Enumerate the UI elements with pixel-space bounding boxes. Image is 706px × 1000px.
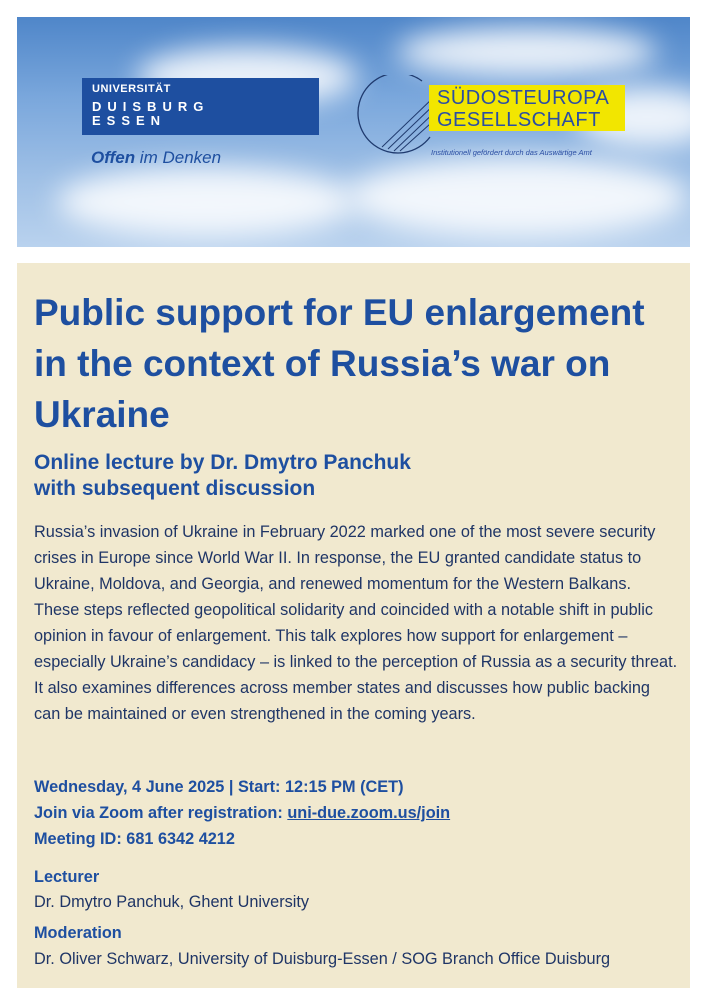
sog-logo (429, 85, 625, 131)
content-panel (17, 263, 690, 988)
sog-logo-line2: GESELLSCHAFT (437, 109, 601, 131)
page-title: Public support for EU enlargement in the context of Russia’s war on Ukraine (34, 292, 645, 435)
abstract-text: Russia’s invasion of Ukraine in February 2022 marked one of the most severe security crises in Europe since World War II. In response, the EU granted candidate status to Ukraine, Moldova, and Georgia, and renewed momentum for the Western Balkans. These steps reflected geopolitical solidarity and coincided with a notable shift in public opinion in favour of enlargement. This talk explores how support for enlargement – especially Ukraine’s candidacy – is linked to the perception of Russia as a security threat. It also examines differences across member states and discusses how public backing can be maintained or even strengthened in the coming years. (34, 523, 678, 723)
ude-logo (82, 78, 319, 135)
ude-tagline-bold: Offen (91, 148, 136, 167)
sog-funding-note: Institutionell gefördert durch das Auswärtige Amt (431, 148, 592, 157)
ude-logo-line2: DUISBURG (92, 99, 210, 114)
moderation-label: Moderation (34, 924, 122, 942)
subtitle-line2: with subsequent discussion (34, 477, 316, 500)
page-subtitle (34, 450, 674, 502)
cloud-decoration (397, 27, 657, 77)
ude-tagline (91, 148, 221, 168)
event-date: Wednesday, 4 June 2025 | Start: 12:15 PM (CET) (34, 778, 404, 796)
cloud-decoration (347, 157, 687, 237)
ude-logo-line1: UNIVERSITÄT (92, 83, 171, 95)
lecturer-value: Dr. Dmytro Panchuk, Ghent University (34, 893, 310, 911)
sog-logo-line1: SÜDOSTEUROPA (437, 87, 610, 109)
cloud-decoration (57, 167, 357, 237)
moderation-value: Dr. Oliver Schwarz, University of Duisburg-Essen / SOG Branch Office Duisburg (34, 950, 611, 968)
event-join-prefix: Join via Zoom after registration: (34, 804, 288, 822)
event-join (34, 800, 674, 826)
ude-logo-line3: ESSEN (92, 113, 167, 128)
event-details (34, 774, 674, 852)
zoom-join-link[interactable]: uni-due.zoom.us/join (287, 804, 451, 822)
header-banner (17, 17, 690, 247)
event-meeting-id: Meeting ID: 681 6342 4212 (34, 830, 235, 848)
subtitle-line1: Online lecture by Dr. Dmytro Panchuk (34, 451, 411, 474)
lecturer-label: Lecturer (34, 868, 100, 886)
ude-tagline-rest: im Denken (135, 148, 222, 167)
